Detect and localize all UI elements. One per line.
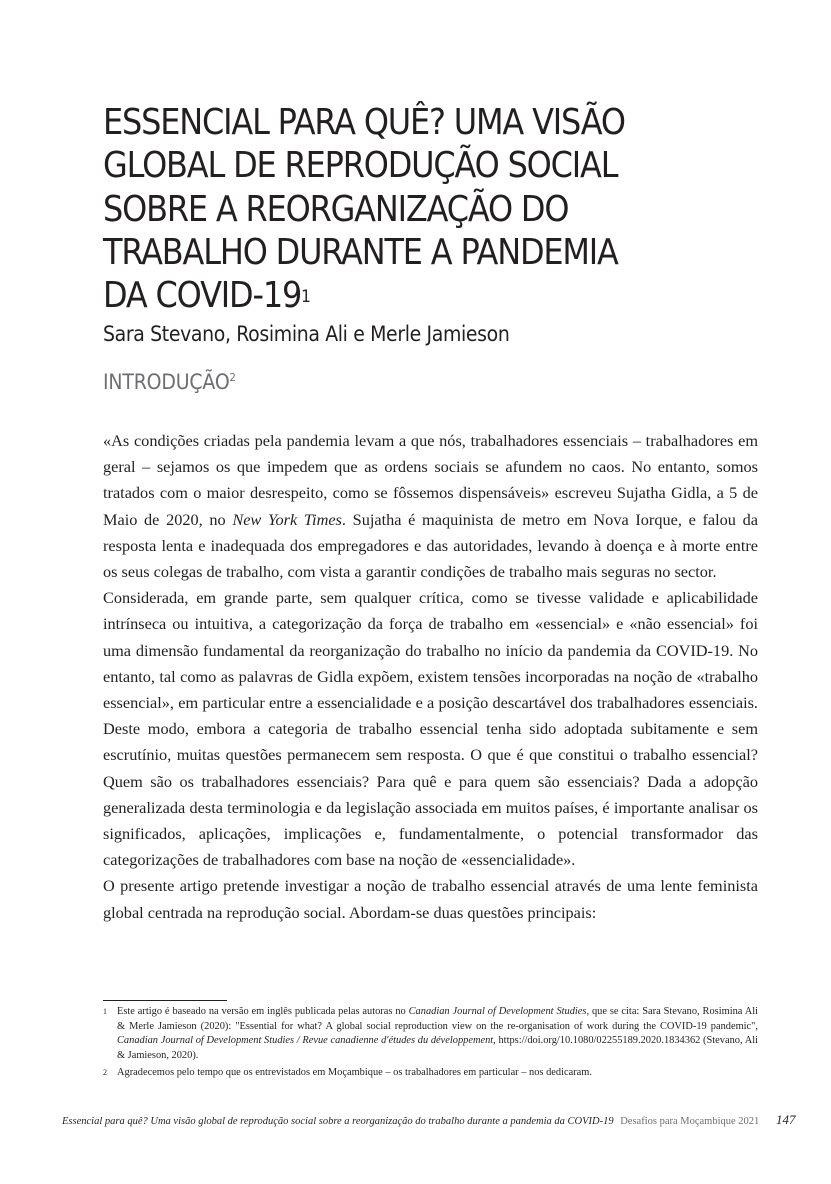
footnote-text: , que se cita: Sara Stevano, Rosimina Ali & Merle Jamieson (2020): "Essential for what? A global social reproduction view on the re-organisation of work during the COVID-19 pandemic", bbox=[117, 1006, 758, 1032]
paragraph: O presente artigo pretende investigar a noção de trabalho essencial através de uma lente feminista global centrada na reprodução social. Abordam-se duas questões principais: bbox=[103, 876, 758, 922]
footnote-text[interactable]: , https://doi.org/10.1080/02255189.2020.1834362 (Stevano, Ali & Jamieson, 2020). bbox=[117, 1035, 758, 1061]
paragraph: Considerada, em grande parte, sem qualquer crítica, como se tivesse validade e aplicabilidade intrínseca ou intuitiva, a categorização da força de trabalho em «essencial» e «não essencial» foi uma dimensão fundamental da reorganização do trabalho no início da pandemia da COVID-19. No entanto, tal como as palavras de Gidla expõem, existem tensões incorporadas na noção de «trabalho essencial», em particular entre a essencialidade e a posição descartável dos trabalhadores essenciais. Deste modo, embora a categoria de trabalho essencial tenha sido adoptada subitamente e sem escrutínio, muitas questões permanecem sem resposta. O que é que constitui o trabalho essencial? Quem são os trabalhadores essenciais? Para quê e para quem são essenciais? Dada a adopção generalizada desta terminologia e da legislação associada em muitos países, é importante analisar os significados, aplicações, implicações e, fundamentalmente, o potencial transformador das categorizações de trabalhadores com base na noção de «essencialidade». bbox=[103, 588, 758, 870]
paragraph bbox=[103, 428, 758, 585]
article-title bbox=[103, 101, 679, 317]
title-line bbox=[103, 274, 679, 317]
footnote bbox=[103, 1005, 758, 1063]
paragraph-text: «As condições criadas pela pandemia levam a que nós, trabalhadores essenciais – trabalhadores em geral – sejamos os que impedem que as ordens sociais se afundem no caos. No entanto, somos tratados com o maior desrespeito, como se fôssemos dispensáveis» escreveu Sujatha Gidla, a 5 de Maio de 2020, no bbox=[103, 431, 758, 529]
title-footnote-ref[interactable]: 1 bbox=[301, 287, 311, 308]
running-title: Essencial para quê? Uma visão global de reprodução social sobre a reorganização do trabalho durante a pandemia da COVID-19 bbox=[62, 1116, 614, 1127]
footnotes bbox=[103, 1005, 758, 1084]
authors: Sara Stevano, Rosimina Ali e Merle Jamieson bbox=[103, 322, 510, 346]
footnote-number: 1 bbox=[103, 1007, 107, 1016]
footnote-text: Agradecemos pelo tempo que os entrevistados em Moçambique – os trabalhadores em particular – nos dedicaram. bbox=[117, 1067, 592, 1078]
footnote-text: Este artigo é baseado na versão em inglês publicada pelas autoras no bbox=[117, 1006, 409, 1017]
section-heading-text: INTRODUÇÃO bbox=[103, 370, 230, 394]
paragraph-text: . Sujatha é maquinista de metro em Nova Iorque, e falou da resposta lenta e inadequada dos empregadores e das autoridades, levando à doença e à morte entre os seus colegas de trabalho, com vista a garantir condições de trabalho mais seguras no sector. bbox=[103, 509, 758, 582]
title-line-text: DA COVID-19 bbox=[103, 275, 302, 317]
page-number: 147 bbox=[775, 1112, 796, 1127]
title-line: TRABALHO DURANTE A PANDEMIA bbox=[103, 231, 618, 273]
body-text bbox=[103, 428, 758, 926]
title-line: SOBRE A REORGANIZAÇÃO DO bbox=[103, 188, 569, 230]
title-line: ESSENCIAL PARA QUÊ? UMA VISÃO bbox=[103, 102, 625, 143]
journal-name: Canadian Journal of Development Studies / Revue canadienne d'études du développement bbox=[117, 1035, 494, 1046]
journal-name: Canadian Journal of Development Studies bbox=[408, 1006, 587, 1017]
newspaper-name: New York Times bbox=[232, 509, 342, 529]
footnote-number: 2 bbox=[103, 1068, 107, 1077]
running-footer bbox=[62, 1112, 796, 1128]
section-heading bbox=[103, 370, 236, 394]
title-line: GLOBAL DE REPRODUÇÃO SOCIAL bbox=[103, 145, 618, 187]
footnote bbox=[103, 1066, 758, 1081]
footnote-divider bbox=[103, 1000, 227, 1001]
publication-name: Desafios para Moçambique 2021 bbox=[620, 1116, 760, 1127]
section-footnote-ref[interactable]: 2 bbox=[229, 371, 236, 384]
